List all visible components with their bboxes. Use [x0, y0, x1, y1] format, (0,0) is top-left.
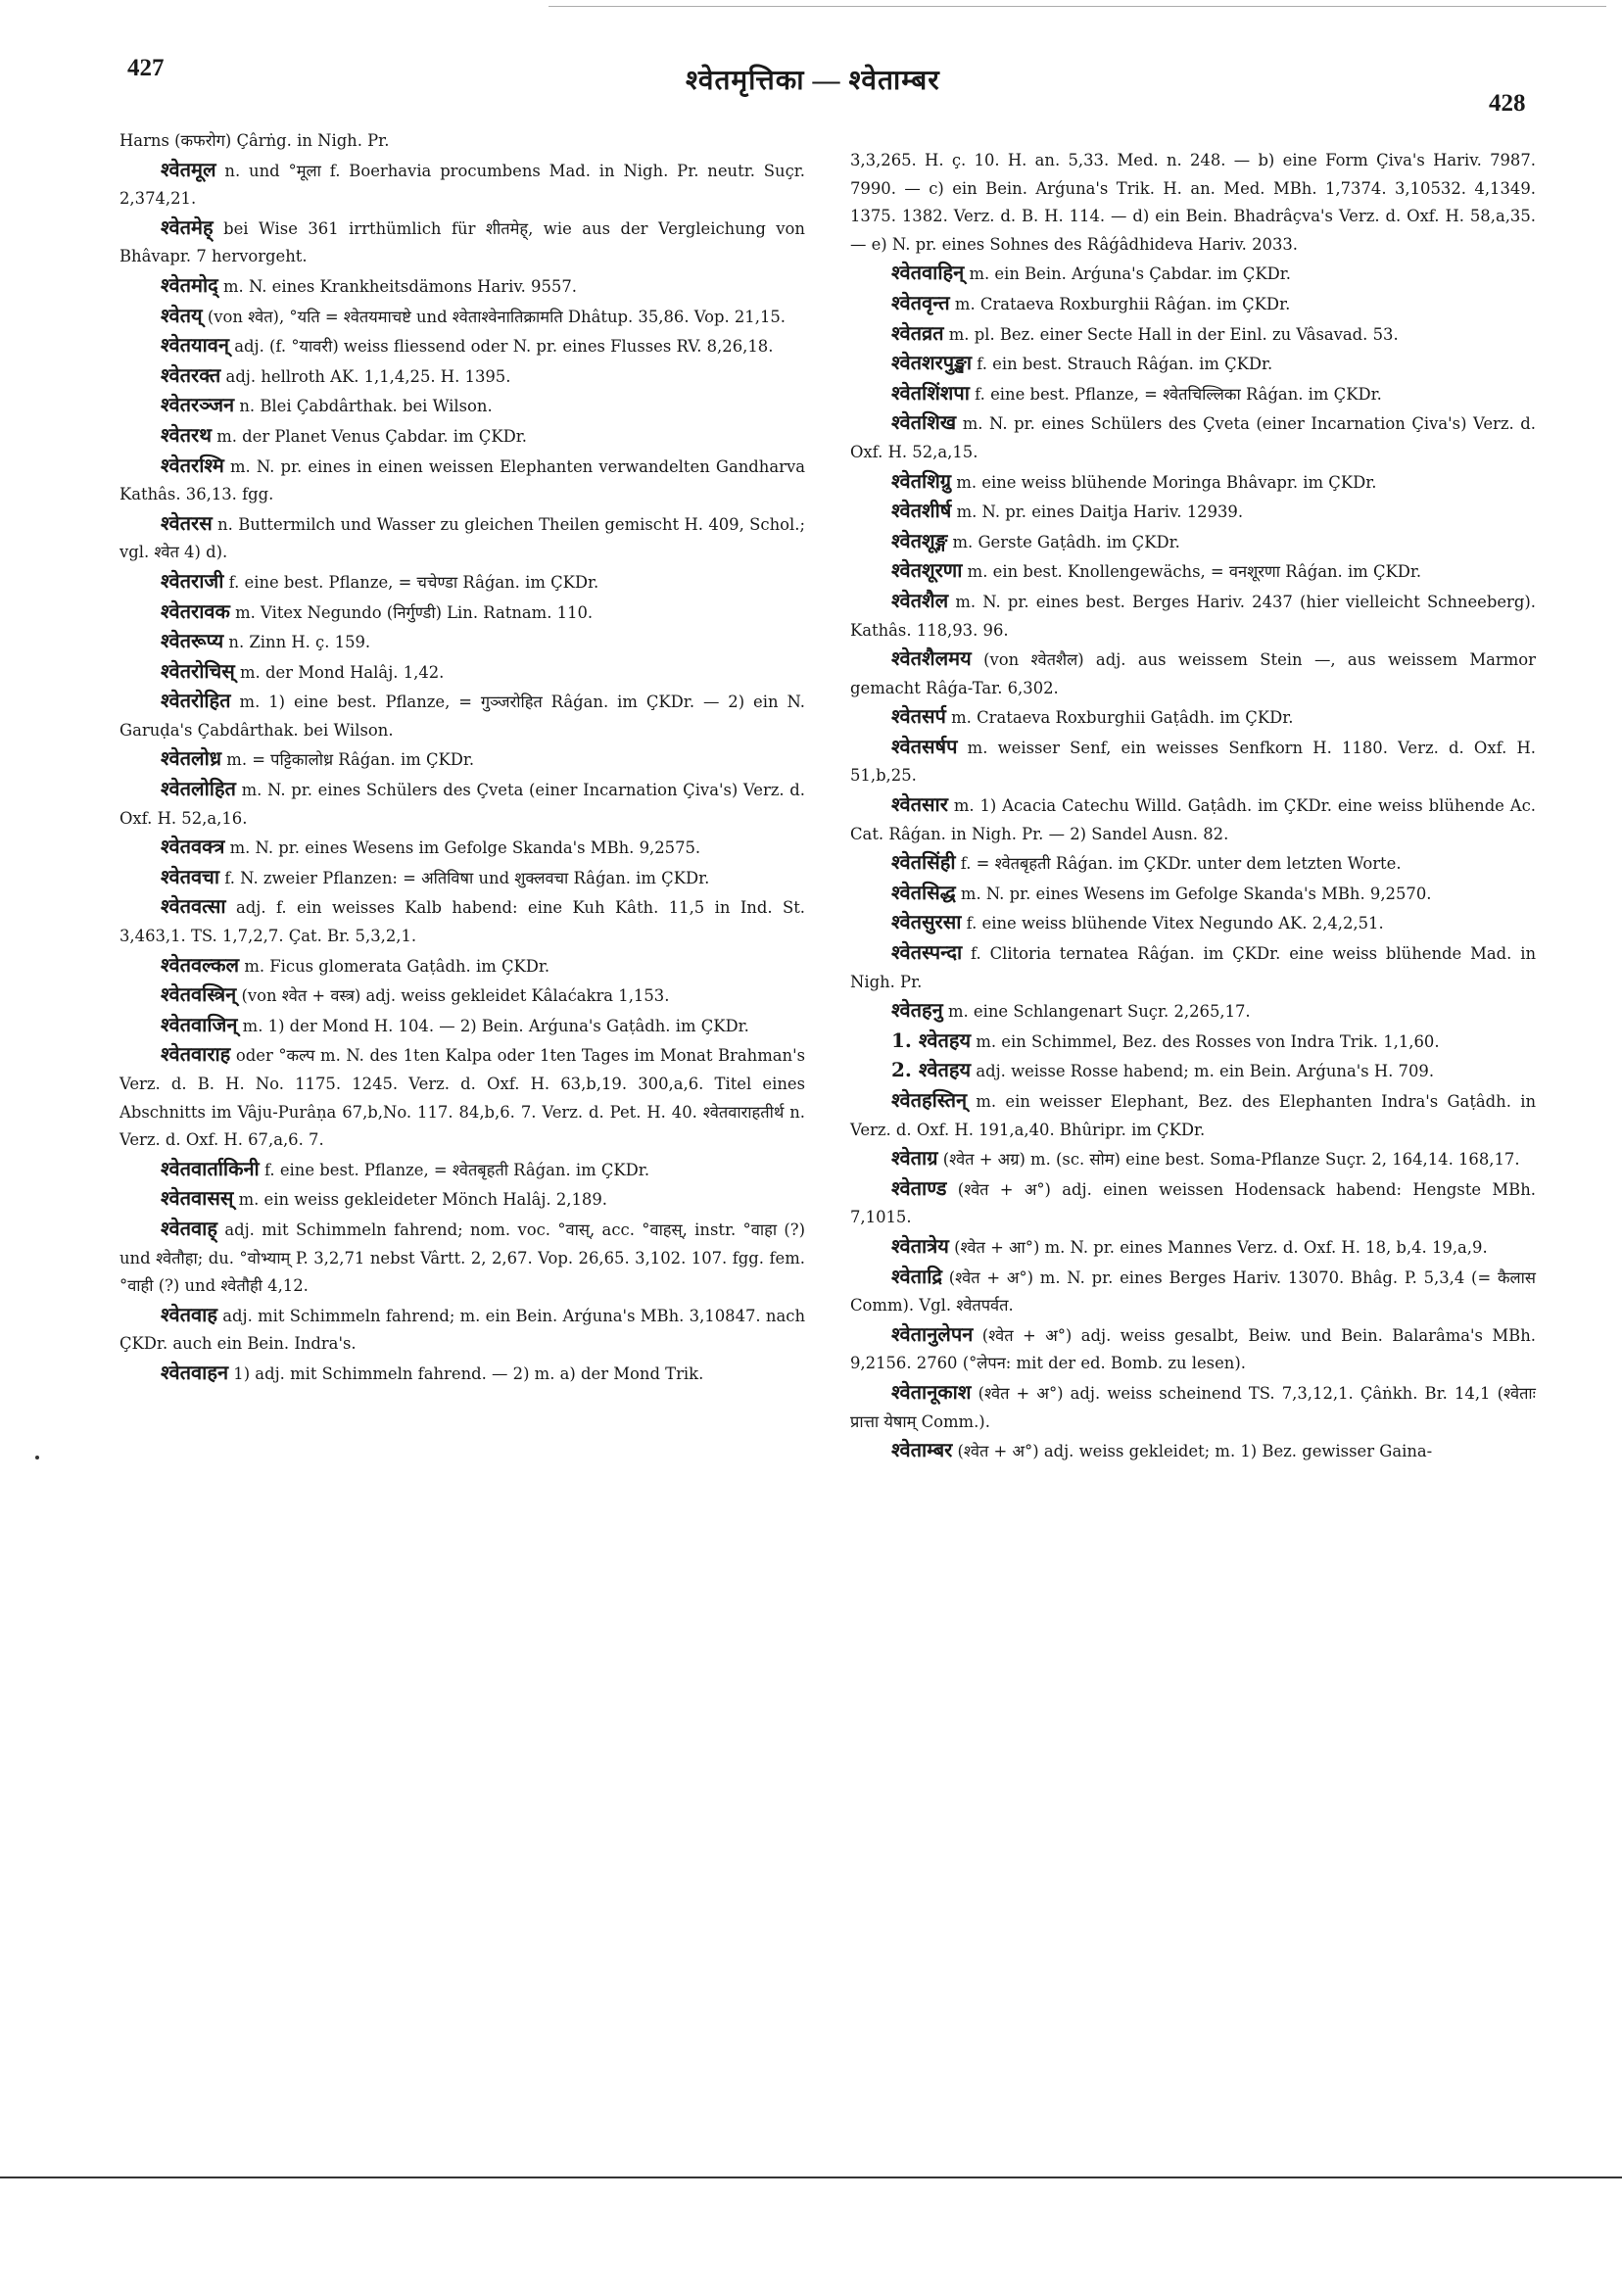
entry-definition: m. N. pr. eines Wesens im Gefolge Skanda's MBh. 9,2575. — [229, 838, 701, 858]
entry-definition: f. ein best. Strauch Râǵan. im ÇKDr. — [977, 355, 1273, 374]
dictionary-entry — [119, 331, 805, 361]
dictionary-entry — [850, 1056, 1536, 1086]
entry-definition: m. der Mond Halâj. 1,42. — [240, 662, 445, 682]
headword: श्वेतमोद् — [161, 272, 218, 297]
headword: श्वेतयावन् — [161, 333, 230, 358]
entry-definition: m. ein Bein. Arǵuna's Çabdar. im ÇKDr. — [969, 264, 1291, 284]
entry-definition: m. N. pr. eines in einen weissen Elephanten verwandelten Gandharva Kathâs. 36,13. fgg. — [119, 456, 805, 504]
headword: श्वेतात्रेय — [891, 1233, 949, 1258]
entry-definition: adj. hellroth AK. 1,1,4,25. H. 1395. — [225, 366, 511, 386]
headword: श्वेतवस्त्रिन् — [161, 982, 237, 1007]
dictionary-entry — [850, 938, 1536, 996]
headword: श्वेतवार्ताकिनी — [161, 1156, 260, 1180]
dictionary-entry — [850, 733, 1536, 790]
entry-definition: m. 1) der Mond H. 104. — 2) Bein. Arǵuna's Gaṭâdh. im ÇKDr. — [242, 1016, 749, 1035]
entry-definition: f. eine best. Pflanze, = श्वेतबृहती Râǵan. im ÇKDr. — [263, 1160, 650, 1179]
headword: श्वेतशीर्ष — [891, 499, 952, 523]
dictionary-entry — [119, 1301, 805, 1359]
headword: श्वेतसिंही — [891, 850, 956, 875]
dictionary-entry — [119, 214, 805, 271]
headword: श्वेतशिख — [891, 410, 957, 435]
dictionary-entry — [850, 467, 1536, 498]
headword: श्वेतानुलेपन — [891, 1321, 974, 1346]
dictionary-entry — [850, 879, 1536, 909]
entry-definition: m. Ficus glomerata Gaṭâdh. im ÇKDr. — [244, 956, 550, 976]
dictionary-entry — [119, 421, 805, 452]
dictionary-entry — [119, 627, 805, 657]
headword: श्वेतवाहिन् — [891, 261, 965, 285]
headword: श्वेतवाजिन् — [161, 1012, 238, 1036]
dictionary-entry — [850, 1320, 1536, 1378]
entry-definition: bei Wise 361 irrthümlich für शीतमेह्, wie aus der Vergleichung von Bhâvapr. 7 hervorgeht. — [119, 218, 805, 266]
entry-definition: m. eine Schlangenart Suçr. 2,265,17. — [947, 1002, 1251, 1022]
continuation-text: 3,3,265. H. ç. 10. H. an. 5,33. Med. n. 248. — b) eine Form Çiva's Hariv. 7987. 7990. — c) ein Bein. Arǵuna's Trik. H. an. Med. MBh. 1,7374. 3,10532. 4,1349. 1375. 1382. Verz. d. B. H. 114. — d) ein Bein. Bhadrâçva's Verz. d. Oxf. H. 58,a,35. — e) N. pr. eines Sohnes des Râǵâdhideva Hariv. 2033. — [850, 151, 1536, 254]
dictionary-entry — [850, 908, 1536, 938]
dictionary-entry — [119, 1215, 805, 1301]
dictionary-entry — [850, 497, 1536, 527]
entry-definition: (श्वेत + आ°) m. N. pr. eines Mannes Verz. d. Oxf. H. 18, b,4. 19,a,9. — [954, 1237, 1488, 1257]
dictionary-entry — [850, 1263, 1536, 1320]
entry-definition: adj. f. ein weisses Kalb habend: eine Kuh Kâth. 11,5 in Ind. St. 3,463,1. TS. 1,7,2,7. Çat. Br. 5,3,2,1. — [119, 898, 805, 946]
continuation-text: Harns (कफरोग) Çârṅg. in Nigh. Pr. — [119, 131, 390, 150]
dictionary-entry — [119, 271, 805, 302]
headword: श्वेतरोचिस् — [161, 658, 235, 683]
dictionary-entry — [119, 1011, 805, 1041]
entry-definition: m. Crataeva Roxburghii Râǵan. im ÇKDr. — [954, 294, 1291, 313]
headword: श्वेतलोध्र — [161, 746, 222, 771]
headword: श्वेतवाराह — [161, 1042, 231, 1067]
entry-definition: (श्वेत + अ°) adj. einen weissen Hodensack habend: Hengste MBh. 7,1015. — [850, 1179, 1536, 1227]
headword: श्वेतरथ — [161, 422, 212, 447]
headword: श्वेतलोहित — [161, 777, 236, 801]
entry-definition: (श्वेत + अ°) adj. weiss gesalbt, Beiw. und Bein. Balarâma's MBh. 9,2156. 2760 (°लेपन: mit der ed. Bomb. zu lesen). — [850, 1325, 1536, 1373]
entry-definition: (श्वेत + अग्र) m. (sc. सोम) eine best. Soma-Pflanze Suçr. 2, 164,14. 168,17. — [942, 1150, 1520, 1170]
dictionary-entry — [850, 848, 1536, 879]
headword: श्वेतवृन्त — [891, 290, 950, 314]
headword: श्वेतसुरसा — [891, 910, 962, 934]
headword: श्वेतरञ्जन — [161, 393, 235, 417]
headword: श्वेतरश्मि — [161, 453, 224, 477]
headword: श्वेतानूकाश — [891, 1379, 972, 1404]
entry-definition: m. N. pr. eines best. Berges Hariv. 2437 (hier vielleicht Schneeberg). Kathâs. 118,93. 96. — [850, 592, 1536, 640]
dictionary-entry — [850, 349, 1536, 379]
dictionary-entry — [119, 833, 805, 863]
entry-definition: f. eine weiss blühende Vitex Negundo AK. 2,4,2,51. — [966, 914, 1384, 933]
dictionary-entry — [119, 657, 805, 688]
headword: श्वेतवाह् — [161, 1216, 217, 1240]
left-column — [119, 127, 805, 1389]
entry-definition: m. weisser Senf, ein weisses Senfkorn H. 1180. Verz. d. Oxf. H. 51,b,25. — [850, 738, 1536, 786]
headword: श्वेतवत्सा — [161, 894, 226, 919]
headword: श्वेतहनु — [891, 998, 943, 1023]
headword: श्वेतरावक — [161, 598, 230, 623]
dictionary-entry — [850, 1436, 1536, 1466]
dictionary-entry — [119, 951, 805, 981]
entry-definition: (श्वेत + अ°) m. N. pr. eines Berges Hariv. 13070. Bhâg. P. 5,3,4 (= कैलास Comm). Vgl. श्वेतपर्वत. — [850, 1268, 1536, 1315]
entry-definition: adj. (f. °यावरी) weiss fliessend oder N. pr. eines Flusses RV. 8,26,18. — [234, 337, 774, 357]
entry-definition: m. N. pr. eines Schülers des Çveta (einer Incarnation Çiva's) Verz. d. Oxf. H. 52,a,16. — [119, 781, 806, 828]
entry-definition: m. Gerste Gaṭâdh. im ÇKDr. — [952, 532, 1180, 551]
headword: श्वेतसिद्ध — [891, 880, 956, 904]
headword: श्वेतवचा — [161, 864, 220, 888]
headword: श्वेताद्रि — [891, 1264, 942, 1288]
headword: श्वेतस्पन्दा — [891, 940, 963, 965]
entry-definition: n. und °मूला f. Boerhavia procumbens Mad. in Nigh. Pr. neutr. Suçr. 2,374,21. — [119, 161, 806, 209]
headword: श्वेतसार — [891, 792, 948, 817]
headword: श्वेतराजी — [161, 568, 224, 593]
entry-definition: m. ein weiss gekleideter Mönch Halâj. 2,189. — [238, 1190, 607, 1210]
dictionary-entry — [850, 289, 1536, 319]
headword: श्वेतरस — [161, 510, 213, 535]
margin-dot — [35, 1456, 39, 1459]
headword: श्वेतमेह् — [161, 215, 214, 239]
dictionary-entry — [119, 509, 805, 567]
entry-definition: m. Vitex Negundo (निर्गुण्डी) Lin. Ratnam. 110. — [235, 602, 594, 622]
entry-definition: adj. mit Schimmeln fahrend; nom. voc. °वास्, acc. °वाहस्, instr. °वाहा (?) und श्वेतौहा; du. °वोभ्याम् P. 3,2,71 nebst Vârtt. 2, 2,67. Vop. 26,65. 3,102. 107. fgg. fem. °वाही (?) und श्वेतौही 4,12. — [119, 1220, 805, 1296]
dictionary-entry — [850, 996, 1536, 1027]
dictionary-entry — [850, 1027, 1536, 1057]
headword: श्वेतसर्षप — [891, 734, 958, 758]
dictionary-entry — [119, 452, 805, 509]
entry-definition: m. N. pr. eines Daitja Hariv. 12939. — [956, 502, 1244, 522]
entry-definition: m. 1) eine best. Pflanze, = गुञ्जरोहित Râǵan. im ÇKDr. — 2) ein N. Garuḍa's Çabdârthak. bei Wilson. — [119, 693, 805, 740]
entry-definition: m. N. pr. eines Wesens im Gefolge Skanda's MBh. 9,2570. — [960, 884, 1432, 903]
dictionary-entry — [119, 156, 805, 214]
headword: श्वेतव्रत — [891, 320, 944, 345]
page-number-right: 428 — [1489, 90, 1526, 117]
entry-definition: m. pl. Bez. einer Secte Hall in der Einl. zu Vâsavad. 53. — [948, 324, 1399, 344]
entry-definition: adj. weisse Rosse habend; m. ein Bein. Arǵuna's H. 709. — [976, 1062, 1435, 1081]
headword: 1. श्वेतहय — [891, 1028, 972, 1052]
dictionary-entry — [119, 1040, 805, 1154]
headword: श्वेतवासस् — [161, 1186, 234, 1211]
entry-definition: m. = पट्टिकालोध्र Râǵan. im ÇKDr. — [226, 750, 475, 770]
entry-definition: (श्वेत + अ°) adj. weiss scheinend TS. 7,3,12,1. Çâṅkh. Br. 14,1 (श्वेताः प्रात्ता येषाम् Comm.). — [850, 1383, 1536, 1431]
headword: श्वेतरूप्य — [161, 629, 224, 653]
running-title: श्वेतमृत्तिका — श्वेताम्बर — [686, 66, 940, 96]
headword: श्वेतरोहित — [161, 689, 231, 713]
headword: श्वेतसर्प — [891, 704, 946, 729]
headword: श्वेतशिग्रु — [891, 468, 952, 493]
dictionary-entry — [850, 1232, 1536, 1263]
headword: श्वेतवाह — [161, 1302, 217, 1326]
headword: श्वेतमूल — [161, 157, 216, 181]
headword: श्वेतशूङ्ग — [891, 528, 948, 552]
dictionary-entry — [119, 981, 805, 1011]
entry-definition: oder °कल्प m. N. des 1ten Kalpa oder 1ten Tages im Monat Brahman's Verz. d. B. H. No. 1175. 1245. Verz. d. Oxf. H. 63,b,19. 300,a,6. Titel eines Abschnitts im Vâju-Purâṇa 67,b,No. 117. 84,b,6. 7. Verz. d. Pet. H. 40. श्वेतवाराहतीर्थ n. Verz. d. Oxf. H. 67,a,6. 7. — [119, 1046, 805, 1150]
dictionary-entry — [850, 790, 1536, 848]
dictionary-entry — [850, 1378, 1536, 1436]
dictionary-entry — [119, 1155, 805, 1185]
entry-definition: m. der Planet Venus Çabdar. im ÇKDr. — [216, 426, 527, 446]
entry-definition: n. Buttermilch und Wasser zu gleichen Theilen gemischt H. 409, Schol.; vgl. श्वेत 4) d). — [119, 514, 805, 562]
entry-definition: m. Crataeva Roxburghii Gaṭâdh. im ÇKDr. — [951, 708, 1294, 728]
dictionary-entry — [119, 361, 805, 392]
entry-definition: f. Clitoria ternatea Râǵan. im ÇKDr. eine weiss blühende Mad. in Nigh. Pr. — [850, 944, 1536, 991]
entry-definition: 1) adj. mit Schimmeln fahrend. — 2) m. a) der Mond Trik. — [233, 1363, 704, 1383]
entry-definition: m. ein weisser Elephant, Bez. des Elephanten Indra's Gaṭâdh. in Verz. d. Oxf. H. 191,a,40. Bhûripr. im ÇKDr. — [850, 1092, 1536, 1139]
entry-definition: m. N. pr. eines Schülers des Çveta (einer Incarnation Çiva's) Verz. d. Oxf. H. 52,a,15. — [850, 414, 1536, 461]
entry-definition: (von श्वेत), °यति = श्वेतयमाचष्टे und श्वेताश्वेनातिक्रामति Dhâtup. 35,86. Vop. 21,15. — [207, 307, 787, 326]
entry-definition: adj. mit Schimmeln fahrend; m. ein Bein. Arǵuna's MBh. 3,10847. nach ÇKDr. auch ein Bein. Indra's. — [119, 1306, 805, 1354]
headword: श्वेतशैल — [891, 588, 949, 612]
headword: श्वेतशैलमय — [891, 646, 972, 671]
dictionary-entry — [119, 775, 805, 833]
dictionary-entry — [119, 302, 805, 332]
dictionary-entry — [850, 1144, 1536, 1174]
entry-definition: m. ein Schimmel, Bez. des Rosses von Indra Trik. 1,1,60. — [976, 1031, 1440, 1051]
headword: श्वेताण्ड — [891, 1175, 947, 1200]
entry-definition: m. 1) Acacia Catechu Willd. Gaṭâdh. im ÇKDr. eine weiss blühende Ac. Cat. Râǵan. in Nigh. Pr. — 2) Sandel Ausn. 82. — [850, 796, 1537, 843]
dictionary-entry — [119, 744, 805, 775]
headword: श्वेतवल्कल — [161, 952, 240, 977]
entry-definition: n. Zinn H. ç. 159. — [228, 633, 371, 652]
page-number-left: 427 — [127, 55, 165, 81]
headword: श्वेतहस्तिन् — [891, 1088, 968, 1112]
dictionary-entry — [850, 645, 1536, 702]
entry-definition: f. eine best. Pflanze, = श्वेतचिल्लिका Râǵan. im ÇKDr. — [975, 384, 1382, 404]
headword: श्वेतशूरणा — [891, 558, 963, 583]
headword: 2. श्वेतहय — [891, 1058, 972, 1082]
dictionary-entry — [850, 319, 1536, 350]
entry-definition: f. N. zweier Pflanzen: = अतिविषा und शुक्लवचा Râǵan. im ÇKDr. — [224, 868, 710, 887]
headword: श्वेतवाहन — [161, 1360, 229, 1384]
dictionary-entry — [850, 1086, 1536, 1144]
dictionary-entry — [850, 587, 1536, 645]
right-column — [850, 147, 1536, 1466]
dictionary-entry — [850, 408, 1536, 466]
entry-definition: (von श्वेत + वस्त्र) adj. weiss gekleidet Kâlaćakra 1,153. — [241, 986, 670, 1006]
entry-definition: (श्वेत + अ°) adj. weiss gekleidet; m. 1) Bez. gewisser Gaina- — [957, 1442, 1433, 1461]
headword: श्वेतय् — [161, 303, 203, 327]
bottom-rule — [0, 2176, 1622, 2178]
entry-definition: m. N. eines Krankheitsdämons Hariv. 9557. — [223, 276, 577, 296]
dictionary-entry — [850, 702, 1536, 733]
headword: श्वेतशरपुङ्खा — [891, 351, 972, 375]
dictionary-entry — [119, 598, 805, 628]
dictionary-entry — [119, 863, 805, 893]
dictionary-entry — [119, 687, 805, 744]
dictionary-entry — [850, 1174, 1536, 1232]
entry-definition: m. ein best. Knollengewächs, = वनशूरणा Râǵan. im ÇKDr. — [967, 562, 1422, 582]
headword: श्वेताग्र — [891, 1146, 938, 1171]
entry-definition: f. = श्वेतबृहती Râǵan. im ÇKDr. unter dem letzten Worte. — [960, 854, 1402, 874]
headword: श्वेतवक्त्र — [161, 835, 225, 859]
headword: श्वेताम्बर — [891, 1438, 953, 1462]
dictionary-entry — [119, 567, 805, 598]
top-rule — [549, 6, 1606, 7]
entry-definition: n. Blei Çabdârthak. bei Wilson. — [239, 397, 493, 416]
dictionary-entry — [119, 1184, 805, 1215]
dictionary-entry — [119, 1359, 805, 1389]
headword: श्वेतरक्त — [161, 362, 221, 387]
dictionary-entry — [119, 391, 805, 421]
dictionary-entry — [119, 892, 805, 950]
dictionary-entry — [850, 259, 1536, 289]
entry-definition: f. eine best. Pflanze, = चचेण्डा Râǵan. im ÇKDr. — [228, 572, 599, 592]
dictionary-entry — [850, 379, 1536, 409]
dictionary-entry — [850, 556, 1536, 587]
entry-definition: m. eine weiss blühende Moringa Bhâvapr. im ÇKDr. — [956, 472, 1377, 492]
entry-definition: (von श्वेतशैल) adj. aus weissem Stein —, aus weissem Marmor gemacht Râǵa-Tar. 6,302. — [850, 650, 1536, 697]
headword: श्वेतशिंशपा — [891, 380, 970, 405]
dictionary-entry — [850, 527, 1536, 557]
